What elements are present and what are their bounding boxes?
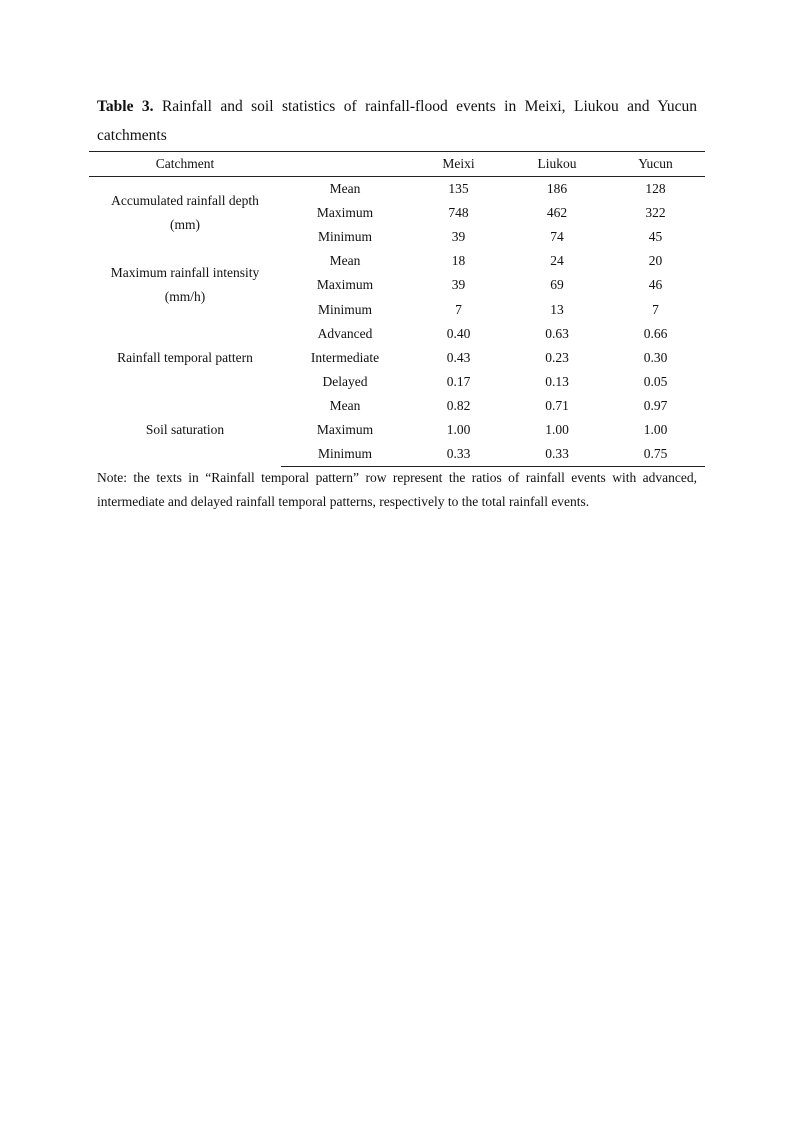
table-row: [89, 249, 705, 273]
table-header-row: [89, 152, 705, 177]
meixi-value-cell: 0.82: [446, 398, 471, 414]
statistic-cell: Advanced: [317, 325, 373, 341]
liukou-value-cell: 69: [550, 277, 564, 293]
liukou-value-cell: 0.63: [545, 325, 569, 341]
meixi-value-cell: 748: [448, 204, 469, 220]
table-row: [89, 322, 705, 346]
statistic-cell: Maximum: [316, 204, 374, 220]
yucun-value-cell: 46: [648, 277, 663, 293]
table-body: [89, 177, 705, 467]
row-group-label: [89, 177, 281, 250]
meixi-value-cell: 0.40: [446, 325, 471, 341]
header-liukou: Liukou: [508, 152, 606, 177]
yucun-value-cell: 0.30: [643, 349, 668, 365]
statistics-table-container: [89, 151, 705, 467]
liukou-value-cell: 0.33: [508, 443, 606, 467]
statistic-cell: Maximum: [316, 277, 374, 293]
yucun-value-cell: 128: [645, 180, 666, 196]
group-label-line1: Rainfall temporal pattern: [117, 349, 253, 365]
liukou-value-cell: 1.00: [545, 422, 569, 438]
liukou-value-cell: 13: [550, 301, 564, 317]
yucun-value-cell: 45: [648, 228, 663, 244]
statistic-cell: Minimum: [317, 228, 372, 244]
liukou-value-cell: 0.71: [545, 398, 569, 414]
statistic-cell: Mean: [329, 398, 361, 414]
liukou-value-cell: 24: [550, 253, 564, 269]
yucun-value-cell: 0.66: [643, 325, 668, 341]
statistic-cell: Minimum: [317, 301, 372, 317]
meixi-value-cell: 39: [451, 277, 466, 293]
statistic-cell: Delayed: [322, 374, 368, 390]
yucun-value-cell: 0.05: [643, 374, 668, 390]
table-note: Note: the texts in “Rainfall temporal pattern” row represent the ratios of rainfall events with advanced, intermediate and delayed rainfall temporal patterns, respectively to the total rainfall events.: [97, 470, 697, 509]
statistic-cell: Minimum: [281, 443, 409, 467]
meixi-value-cell: 0.33: [409, 443, 508, 467]
yucun-value-cell: 20: [648, 253, 663, 269]
table-row: [89, 177, 705, 201]
row-group-label: [89, 322, 281, 395]
meixi-value-cell: 0.17: [446, 374, 471, 390]
liukou-value-cell: 0.13: [545, 374, 569, 390]
meixi-value-cell: 39: [451, 228, 466, 244]
yucun-value-cell: 322: [645, 204, 666, 220]
statistic-cell: Mean: [329, 253, 361, 269]
table-row: [89, 394, 705, 418]
caption-text: Rainfall and soil statistics of rainfall-flood events in Meixi, Liukou and Yucun catchments: [97, 98, 698, 144]
meixi-value-cell: 18: [451, 253, 466, 269]
table-caption: [97, 92, 697, 150]
header-yucun: Yucun: [606, 152, 705, 177]
group-label-line2: (mm/h): [164, 289, 206, 305]
group-label-line1: Maximum rainfall intensity: [110, 265, 260, 281]
statistics-table: [89, 151, 705, 467]
group-label-line1: Soil saturation: [145, 422, 225, 438]
yucun-value-cell: 0.97: [643, 398, 668, 414]
liukou-value-cell: 186: [546, 180, 568, 196]
yucun-value-cell: 0.75: [606, 443, 705, 467]
statistic-cell: Maximum: [316, 422, 374, 438]
header-catchment: Catchment: [89, 152, 281, 177]
caption-label: Table 3.: [97, 98, 154, 115]
meixi-value-cell: 0.43: [446, 349, 471, 365]
liukou-value-cell: 0.23: [545, 349, 569, 365]
yucun-value-cell: 7: [652, 301, 659, 317]
statistic-cell: Mean: [329, 180, 361, 196]
row-group-label: [89, 249, 281, 322]
group-label-line2: (mm): [170, 217, 200, 233]
liukou-value-cell: 74: [550, 228, 564, 244]
meixi-value-cell: 1.00: [446, 422, 471, 438]
header-meixi: Meixi: [409, 152, 508, 177]
meixi-value-cell: 135: [448, 180, 469, 196]
statistic-cell: Intermediate: [310, 349, 380, 365]
yucun-value-cell: 1.00: [643, 422, 668, 438]
header-statistic: [281, 152, 409, 177]
liukou-value-cell: 462: [546, 204, 568, 220]
row-group-label: [89, 394, 281, 467]
group-label-line1: Accumulated rainfall depth: [111, 193, 259, 209]
meixi-value-cell: 7: [455, 301, 462, 317]
